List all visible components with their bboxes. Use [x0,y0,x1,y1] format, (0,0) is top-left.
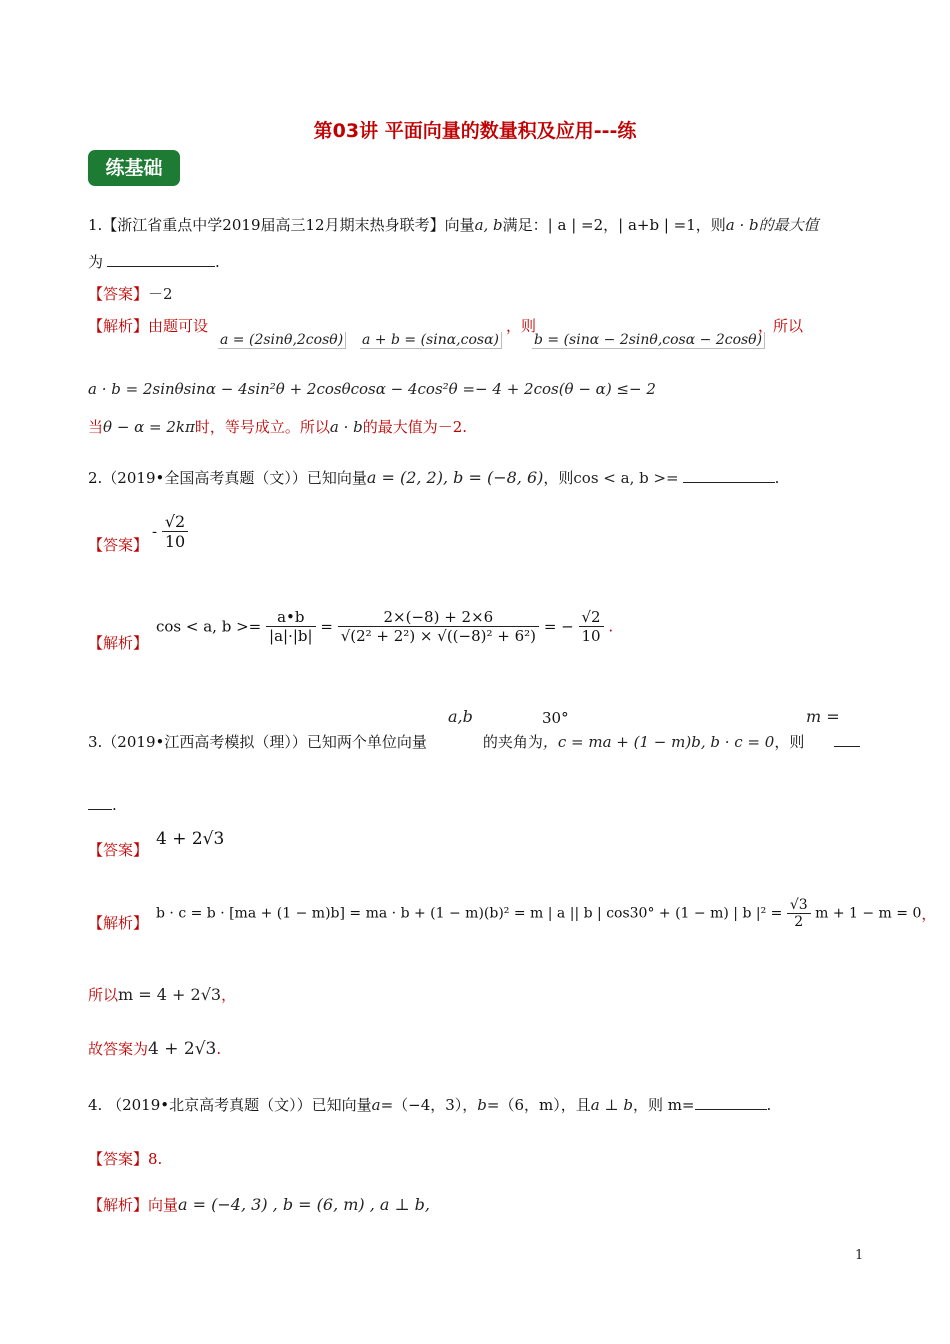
p2-den: 10 [164,532,186,551]
p1-question-tail: a · b的最大值 [725,216,819,234]
answer-label: 【答案】 [88,285,149,303]
p1-analysis-so: ，所以 [758,317,804,335]
p4-analysis-label: 【解析】 [88,1196,149,1214]
p1-analysis-m3 [532,332,765,348]
p3-line2-dot: . [112,796,117,814]
p1-analysis-then: ，则 [506,317,537,335]
p3-l3-a: 故答案为 [88,1040,149,1058]
p4-q-e: . [766,1096,772,1114]
problem-4-question [88,1094,771,1115]
p1-analysis-m1 [218,332,346,348]
p1-analysis-line3 [88,416,467,437]
p3-comma: ， [921,905,937,923]
problem-1-question-line2: 为 . [88,253,220,271]
p3-q-then: ，则 [774,733,805,751]
p1-question-text: 1.【浙江省重点中学2019届高三12月期末热身联考】向量 [88,216,475,234]
p3-q-angle-text: 的夹角为 [482,733,543,751]
p3-analysis-line1 [156,897,936,930]
p2-q-then: ，则 [543,469,574,487]
page-title: 第03讲 平面向量的数量积及应用---练 [313,120,637,142]
p1-condition: 满足：| a | =2，| a+b | =1，则 [502,216,726,234]
p2-f1d: |a|·|b| [269,627,313,645]
p1-analysis-m2 [360,332,502,348]
p3-answer-blank [834,732,860,747]
problem-2-analysis-label: 【解析】 [88,634,149,652]
p1-m1: a = (2sinθ,2cosθ) [218,332,346,349]
p1-l3-d: 的最大值为－2. [362,418,468,436]
p2-frac3 [579,608,604,645]
p4-q-c: =（6，m），且 [486,1096,591,1114]
p2-sign: - [152,522,158,541]
problem-3-analysis-label: 【解析】 [88,914,149,932]
p2-eq: = − [543,617,574,636]
p3-answer-value: 4 + 2√3 [156,829,225,849]
p4-analysis-text: 向量 [148,1196,179,1214]
p3-l1: b · c = b · [ma + (1 − m)b] = ma · b + (1 − m)(b)² = m | a || b | cos30° + (1 − m) | b |² = [156,905,783,922]
problem-1-analysis-label [88,315,208,336]
p3-q-math: ，c = ma + (1 − m)b, b · c = 0 [542,733,775,751]
section-badge: 练基础 [88,150,180,186]
p3-l1-tail: m + 1 − m = 0 [815,905,922,922]
p1-vars: a, b [474,216,503,234]
p3-l2-a: 所以 [88,986,119,1004]
p4-q-text: 4. （2019•北京高考真题（文））已知向量 [88,1096,372,1114]
p1-analysis-line2: a · b = 2sinθsinα − 4sin²θ + 2cosθcosα − 4cos²θ =− 4 + 2cos(θ − α) ≤− 2 [88,380,656,398]
p2-answer-value [152,512,188,551]
p3-fd: 2 [794,914,804,930]
p3-ab: a,b [448,707,473,726]
p3-frac [787,897,811,930]
p4-q-b: =（−4，3）， [380,1096,478,1114]
problem-2-question: 2.（2019•全国高考真题（文））已知向量a = (2, 2), b = (−8, 6)，则cos < a, b >= . [88,468,780,487]
p1-l3-c: a · b [329,418,363,436]
problem-3-answer-label: 【答案】 [88,841,149,859]
p4-perp: a ⊥ b [590,1096,633,1114]
analysis-label: 【解析】 [88,317,149,335]
p2-f2d: √(2² + 2²) × √((−8)² + 6²) [340,627,537,645]
p4-va: a [371,1096,381,1114]
p2-dot: . [608,617,614,636]
p3-l2-m: m = 4 + 2√3 [118,985,222,1004]
p4-answer-blank [695,1095,767,1110]
p1-analysis-text: 由题可设 [148,317,209,335]
p4-analysis-math: a = (−4, 3) , b = (6, m) , a ⊥ b, [178,1195,430,1214]
p2-analysis-math: cos < a, b >= $\frac{a•b}{|a|\cdot|b|}$ = $\frac{2\times(-8) + 2\times 6}{\text{√(2² + 2²) × √((−8)² + 6²)}}$ = − $\frac{√2}{10}$ . [156,608,614,645]
p2-num: √2 [162,512,188,532]
p3-l3-m: 4 + 2√3 [148,1039,217,1059]
p1-l3-a: 当 [88,418,104,436]
p3-question-line2 [88,795,117,814]
p2-q-math2: cos < a, b >= [573,469,679,487]
p2-answer-blank [683,468,775,483]
p2-frac2 [338,608,539,645]
p1-m2: a + b = (sinα,cosα) [360,332,502,349]
p3-analysis-line3 [88,1038,221,1059]
problem-4-analysis [88,1194,430,1215]
p3-fn: √3 [787,897,811,914]
p4-answer-label: 【答案】 [88,1150,149,1168]
p3-m-eq: m = [806,707,840,726]
p4-vb: b [477,1096,487,1114]
p2-f1n: a•b [266,608,316,627]
problem-3-question [88,731,860,752]
p1-l3-m: θ − α = 2kπ [103,418,195,436]
p1-answer-blank [107,252,215,267]
p1-l3-b: 时，等号成立。所以 [194,418,330,436]
problem-4-answer [88,1148,162,1169]
page-number: 1 [855,1248,864,1263]
p2-f3n: √2 [579,608,604,627]
p2-q-math: a = (2, 2), b = (−8, 6) [366,468,544,487]
p3-l2-b: ， [221,986,237,1004]
p3-q-text: 3.（2019•江西高考模拟（理））已知两个单位向量 [88,733,427,751]
p3-answer-blank-2 [88,795,112,810]
p2-frac1 [266,608,316,645]
p4-q-d: ，则 m= [632,1096,695,1114]
p3-analysis-line2 [88,984,236,1005]
problem-1-question [88,214,819,235]
p3-angle: 30° [542,709,569,727]
p2-f3d: 10 [581,627,601,645]
p1-m3: b = (sinα − 2sinθ,cosα − 2cosθ) [532,332,765,349]
p2-answer-fraction [162,512,188,551]
p1-answer-value: －2 [148,285,173,303]
p2-lhs: cos < a, b >= [156,617,262,636]
problem-1-answer [88,283,173,304]
p2-q-text: 2.（2019•全国高考真题（文））已知向量 [88,469,367,487]
problem-2-answer-label: 【答案】 [88,536,149,554]
p2-f2n: 2×(−8) + 2×6 [338,608,539,627]
p1-line2-text: 为 [88,253,104,271]
p3-l3-b: . [216,1040,222,1058]
p4-answer-value: 8. [148,1150,163,1168]
